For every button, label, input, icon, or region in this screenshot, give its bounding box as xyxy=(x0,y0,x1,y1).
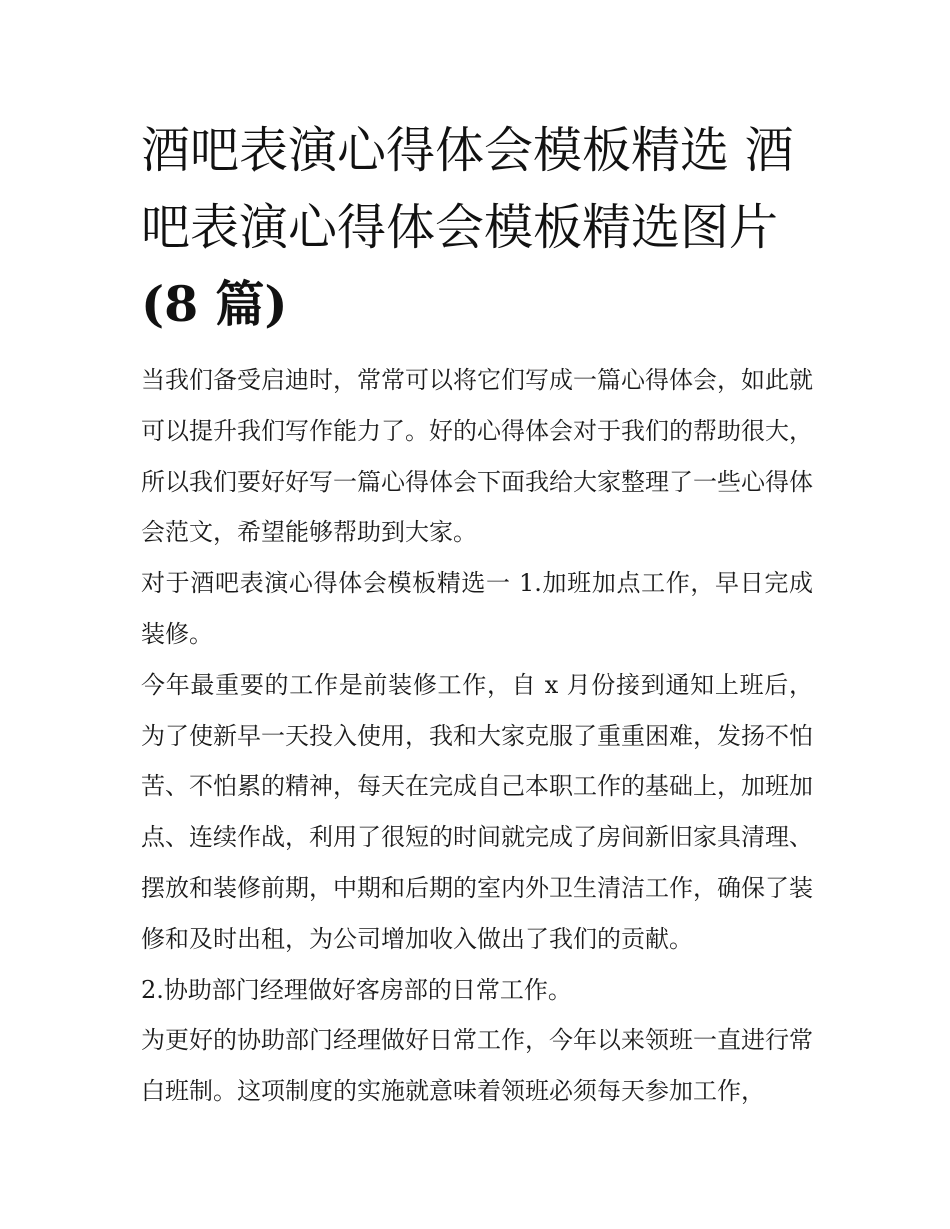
paragraph-item-two-heading: 2.协助部门经理做好客房部的日常工作。 xyxy=(141,975,572,1004)
document-title xyxy=(141,112,813,343)
paragraph-daily-work: 为更好的协助部门经理做好日常工作，今年以来领班一直进行常白班制。这项制度的实施就意味着领班必须每天参加工作， xyxy=(141,1026,813,1106)
title-main: 酒吧表演心得体会模板精选 酒吧表演心得体会模板精选图片 xyxy=(141,122,794,256)
paragraph-section-one-heading: 对于酒吧表演心得体会模板精选一 1.加班加点工作，早日完成装修。 xyxy=(141,569,813,648)
document-body xyxy=(141,355,813,1117)
title-tail: (8 篇) xyxy=(141,275,288,333)
paragraph-renovation-work: 今年最重要的工作是前装修工作，自 x 月份接到通知上班后，为了使新早一天投入使用，我和大家克服了重重困难，发扬不怕苦、不怕累的精神，每天在完成自己本职工作的基础上，加班加点、连续作战，利用了很短的时间就完成了房间新旧家具清理、摆放和装修前期，中期和后期的室内外卫生清洁工作，确保了装修和及时出租，为公司增加收入做出了我们的贡献。 xyxy=(141,670,813,953)
paragraph-intro: 当我们备受启迪时，常常可以将它们写成一篇心得体会，如此就可以提升我们写作能力了。好的心得体会对于我们的帮助很大，所以我们要好好写一篇心得体会下面我给大家整理了一些心得体会范文，希望能够帮助到大家。 xyxy=(141,366,813,547)
document-page xyxy=(141,112,813,1117)
